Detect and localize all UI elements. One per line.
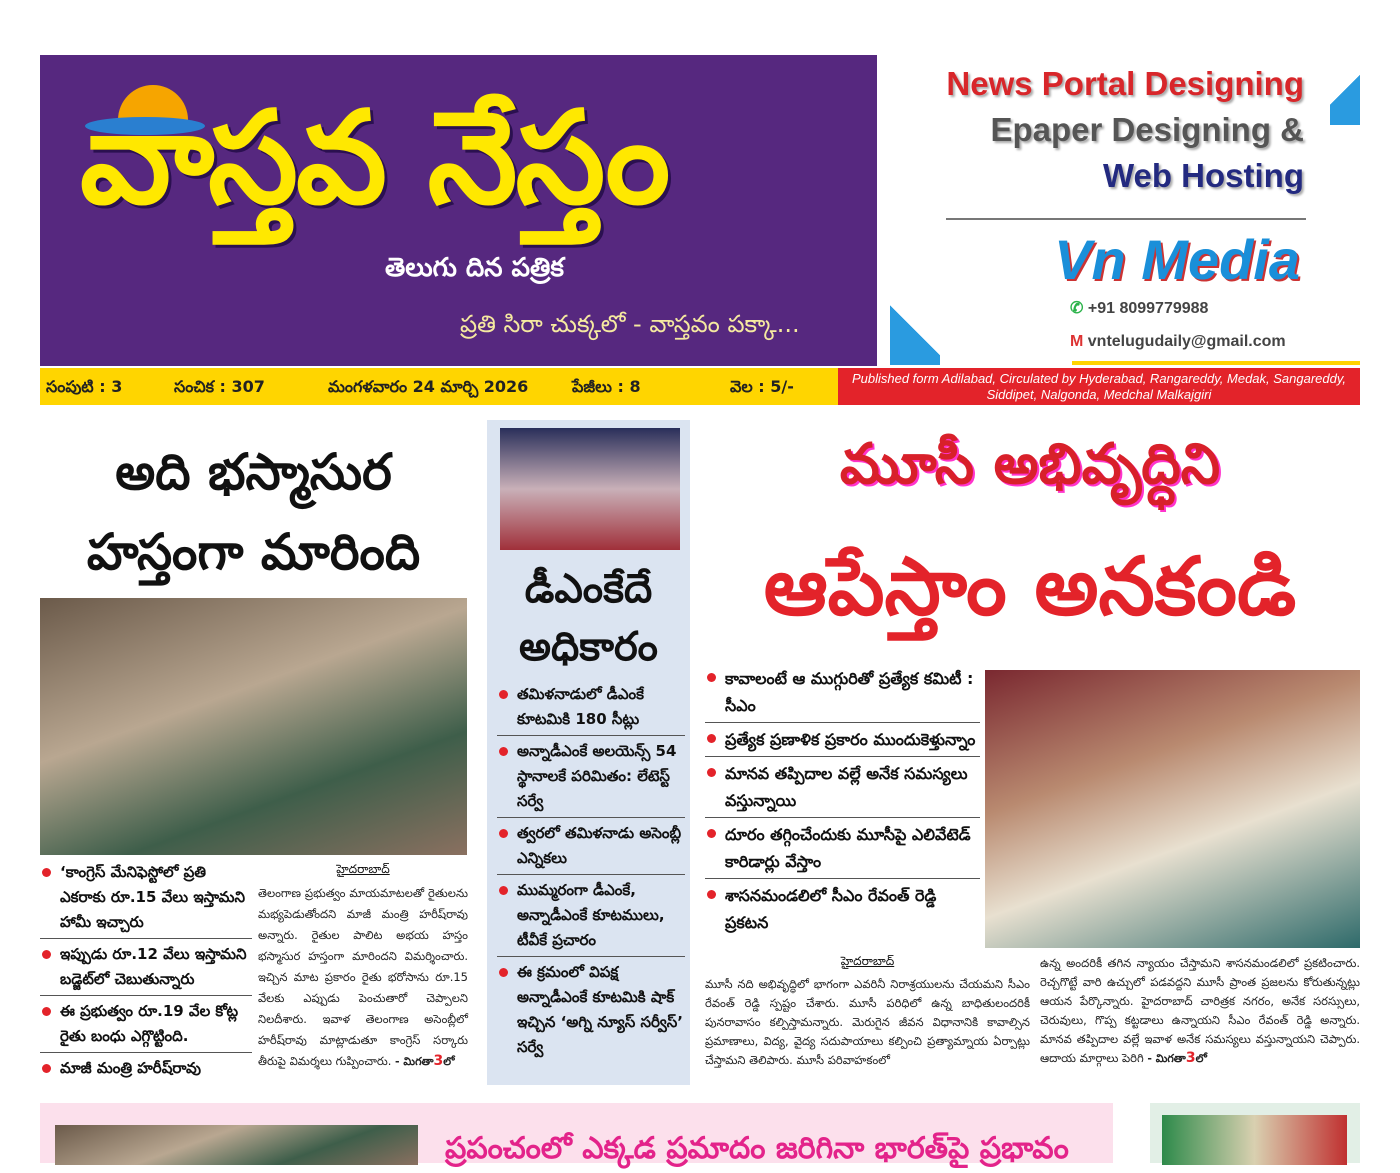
continued-link[interactable]: - మిగతా3లో — [1147, 1050, 1207, 1066]
headline-line: డీఎంకేదే — [524, 566, 653, 612]
headline-line: హస్తంగా మారింది — [86, 523, 421, 581]
divider — [946, 218, 1306, 220]
bottom-article — [40, 1103, 1113, 1166]
bullet-item: ‘కాంగ్రెస్ మేనిఫెస్టోలో ప్రతి ఎకరాకు రూ.15 వేలు ఇస్తామని హామీ ఇచ్చారు — [40, 860, 252, 939]
article-photo[interactable] — [985, 670, 1360, 948]
bullet-item: మాజీ మంత్రి హరీష్‌రావు — [40, 1056, 252, 1084]
bottom-headline[interactable]: ప్రపంచంలో ఎక్కడ ప్రమాదం జరిగినా భారత్‌పై ప్రభావం — [445, 1131, 1069, 1166]
issue-info-strip — [40, 368, 838, 405]
right-body-col1 — [705, 954, 1030, 1070]
headline-line: అధికారం — [519, 624, 658, 670]
dateline: హైదరాబాద్ — [336, 862, 390, 876]
dateline: హైదరాబాద్ — [840, 954, 895, 968]
article-photo[interactable] — [500, 428, 680, 550]
issue: సంచిక : 307 — [174, 377, 265, 396]
date: మంగళవారం 24 మార్చి 2026 — [328, 377, 529, 396]
publication-info: Published form Adilabad, Circulated by Hyderabad, Rangareddy, Medak, Sangareddy, Siddipet, Nalgonda, Medchal Malkajgiri — [838, 368, 1360, 405]
bullet-item: శాసనమండలిలో సీఎం రేవంత్ రెడ్డి ప్రకటన — [705, 882, 980, 939]
advertisement-vn-media[interactable] — [880, 55, 1360, 366]
bullet-item: తమిళనాడులో డీఎంకే కూటమికి 180 సీట్లు — [497, 682, 685, 736]
bullet-item: ఈ ప్రభుత్వం రూ.19 వేల కోట్ల రైతు బంధు ఎగ్గొట్టింది. — [40, 999, 252, 1053]
ad-phone — [1070, 298, 1208, 318]
right-headline-main[interactable]: ఆపేస్తాం అనకండి — [763, 540, 1297, 633]
left-headline[interactable] — [40, 432, 467, 592]
bullet-item: అన్నాడీఎంకే అలయెన్స్ 54 స్థానాలకే పరిమితం: లేటెస్ట్ సర్వే — [497, 739, 685, 818]
bullet-item: మానవ తప్పిదాల వల్లే అనేక సమస్యలు వస్తున్నాయి — [705, 760, 980, 818]
bullet-item: కావాలంటే ఆ ముగ్గురితో ప్రత్యేక కమిటీ : సీఎం — [705, 665, 980, 723]
article-photo[interactable] — [1162, 1115, 1347, 1165]
article-body: మూసీ నది అభివృద్ధిలో భాగంగా ఎవరినీ నిరాశ్రయులను చేయమని సీఎం రేవంత్ రెడ్డి స్పష్టం చేశారు. మూసీ పరిధిలో ఉన్న బాధితులందరికీ పునరావాసం కల్పిస్తామన్నారు. మెరుగైన జీవన విధానానికి కావాల్సిన ప్రమాణాలు, విద్య, వైద్య సదుపాయాలు కల్పించి ప్రత్యామ్నాయ ఏర్పాట్లు చేస్తామని తెలిపారు. మూసీ పరివాహకంలో — [705, 977, 1030, 1067]
bullet-item: ఈ క్రమంలో విపక్ష అన్నాడీఎంకే కూటమికి షాక్ ఇచ్చిన ‘అగ్ని న్యూస్ సర్వీస్’ సర్వే — [497, 960, 685, 1063]
divider — [1072, 361, 1360, 365]
ad-line: Web Hosting — [1102, 157, 1304, 194]
article-photo[interactable] — [55, 1125, 418, 1165]
whatsapp-icon: ✆ — [1070, 300, 1084, 317]
bottom-right-box — [1150, 1103, 1360, 1163]
newspaper-tagline: ప్రతి సిరా చుక్కలో - వాస్తవం పక్కా... — [460, 310, 800, 338]
pages: పేజీలు : 8 — [572, 377, 641, 396]
middle-article — [487, 420, 690, 1085]
newspaper-subtitle: తెలుగు దిన పత్రిక — [385, 253, 564, 283]
ad-line: Epaper Designing & — [990, 111, 1304, 148]
article-photo[interactable] — [40, 598, 467, 855]
headline-line: అది భస్మాసుర — [115, 443, 392, 501]
corner-decoration — [1330, 55, 1360, 125]
middle-bullets — [497, 682, 685, 1066]
article-body: తెలంగాణ ప్రభుత్వం మాయమాటలతో రైతులను మభ్యపెడుతోందని మాజీ మంత్రి హరీష్‌రావు అన్నారు. రైతుల పాలిట అభయ హస్తం భస్మాసుర హస్తంగా మారిందని విమర్శించారు. ఇచ్చిన మాట ప్రకారం రైతు భరోసాను రూ.15 వేలకు ఎప్పుడు పెంచుతారో చెప్పాలని నిలదీశారు. ఇవాళ తెలంగాణ అసెంబ్లీలో హరీష్‌రావు మాట్లాడుతూ కాంగ్రెస్ సర్కారు తీరుపై విమర్శలు గుప్పించారు. — [258, 886, 468, 1068]
newspaper-title: వాస్తవ నేస్తం — [80, 84, 669, 233]
ad-line: News Portal Designing — [946, 65, 1304, 102]
phone-number: +91 8099779988 — [1087, 300, 1209, 317]
bullet-item: దూరం తగ్గించేందుకు మూసీపై ఎలివేటెడ్ కారిడార్లు వేస్తాం — [705, 821, 980, 879]
left-bullets — [40, 860, 252, 1087]
gmail-icon: M — [1070, 333, 1084, 350]
email-address: vntelugudaily@gmail.com — [1087, 333, 1286, 350]
bullet-item: ఇప్పుడు రూ.12 వేలు ఇస్తామని బడ్జెట్‌లో చెబుతున్నారు — [40, 942, 252, 996]
right-bullets — [705, 665, 980, 942]
middle-headline[interactable] — [487, 560, 690, 676]
volume: సంపుటి : 3 — [46, 377, 123, 396]
right-headline-top[interactable]: మూసీ అభివృద్ధిని — [839, 432, 1221, 497]
article-body: ఉన్న అందరికీ తగిన న్యాయం చేస్తామని శాసనమండలిలో ప్రకటించారు. రెచ్చగొట్టే వారి ఉచ్చులో పడవద్దని మూసీ ప్రాంత ప్రజలను కోరుతున్నట్లు ఆయన పేర్కొన్నారు. హైదరాబాద్ చారిత్రక నగరం, అనేక సరస్సులు, చెరువులు, గొప్ప కట్టడాలు ఉన్నాయని సీఎం రేవంత్ రెడ్డి అన్నారు. మానవ తప్పిదాల వల్లే ఇవాళ అనేక సమస్యలు వస్తున్నాయని చెప్పారు. ఆదాయ మార్గాలు పెరిగి — [1040, 956, 1360, 1065]
continued-link[interactable]: - మిగతా3లో — [395, 1053, 455, 1069]
ad-brand: Vn Media — [1054, 228, 1300, 291]
masthead — [40, 55, 877, 366]
ad-email — [1070, 333, 1286, 351]
price: వెల : 5/- — [730, 377, 794, 396]
left-body — [258, 862, 468, 1072]
bullet-item: ప్రత్యేక ప్రణాళిక ప్రకారం ముందుకెళ్తున్నాం — [705, 726, 980, 757]
right-body-col2 — [1040, 954, 1360, 1068]
bullet-item: ముమ్మరంగా డీఎంకే, అన్నాడీఎంకే కూటములు, టీవీకే ప్రచారం — [497, 878, 685, 957]
bullet-item: త్వరలో తమిళనాడు అసెంబ్లీ ఎన్నికలు — [497, 821, 685, 875]
corner-decoration — [890, 295, 940, 365]
